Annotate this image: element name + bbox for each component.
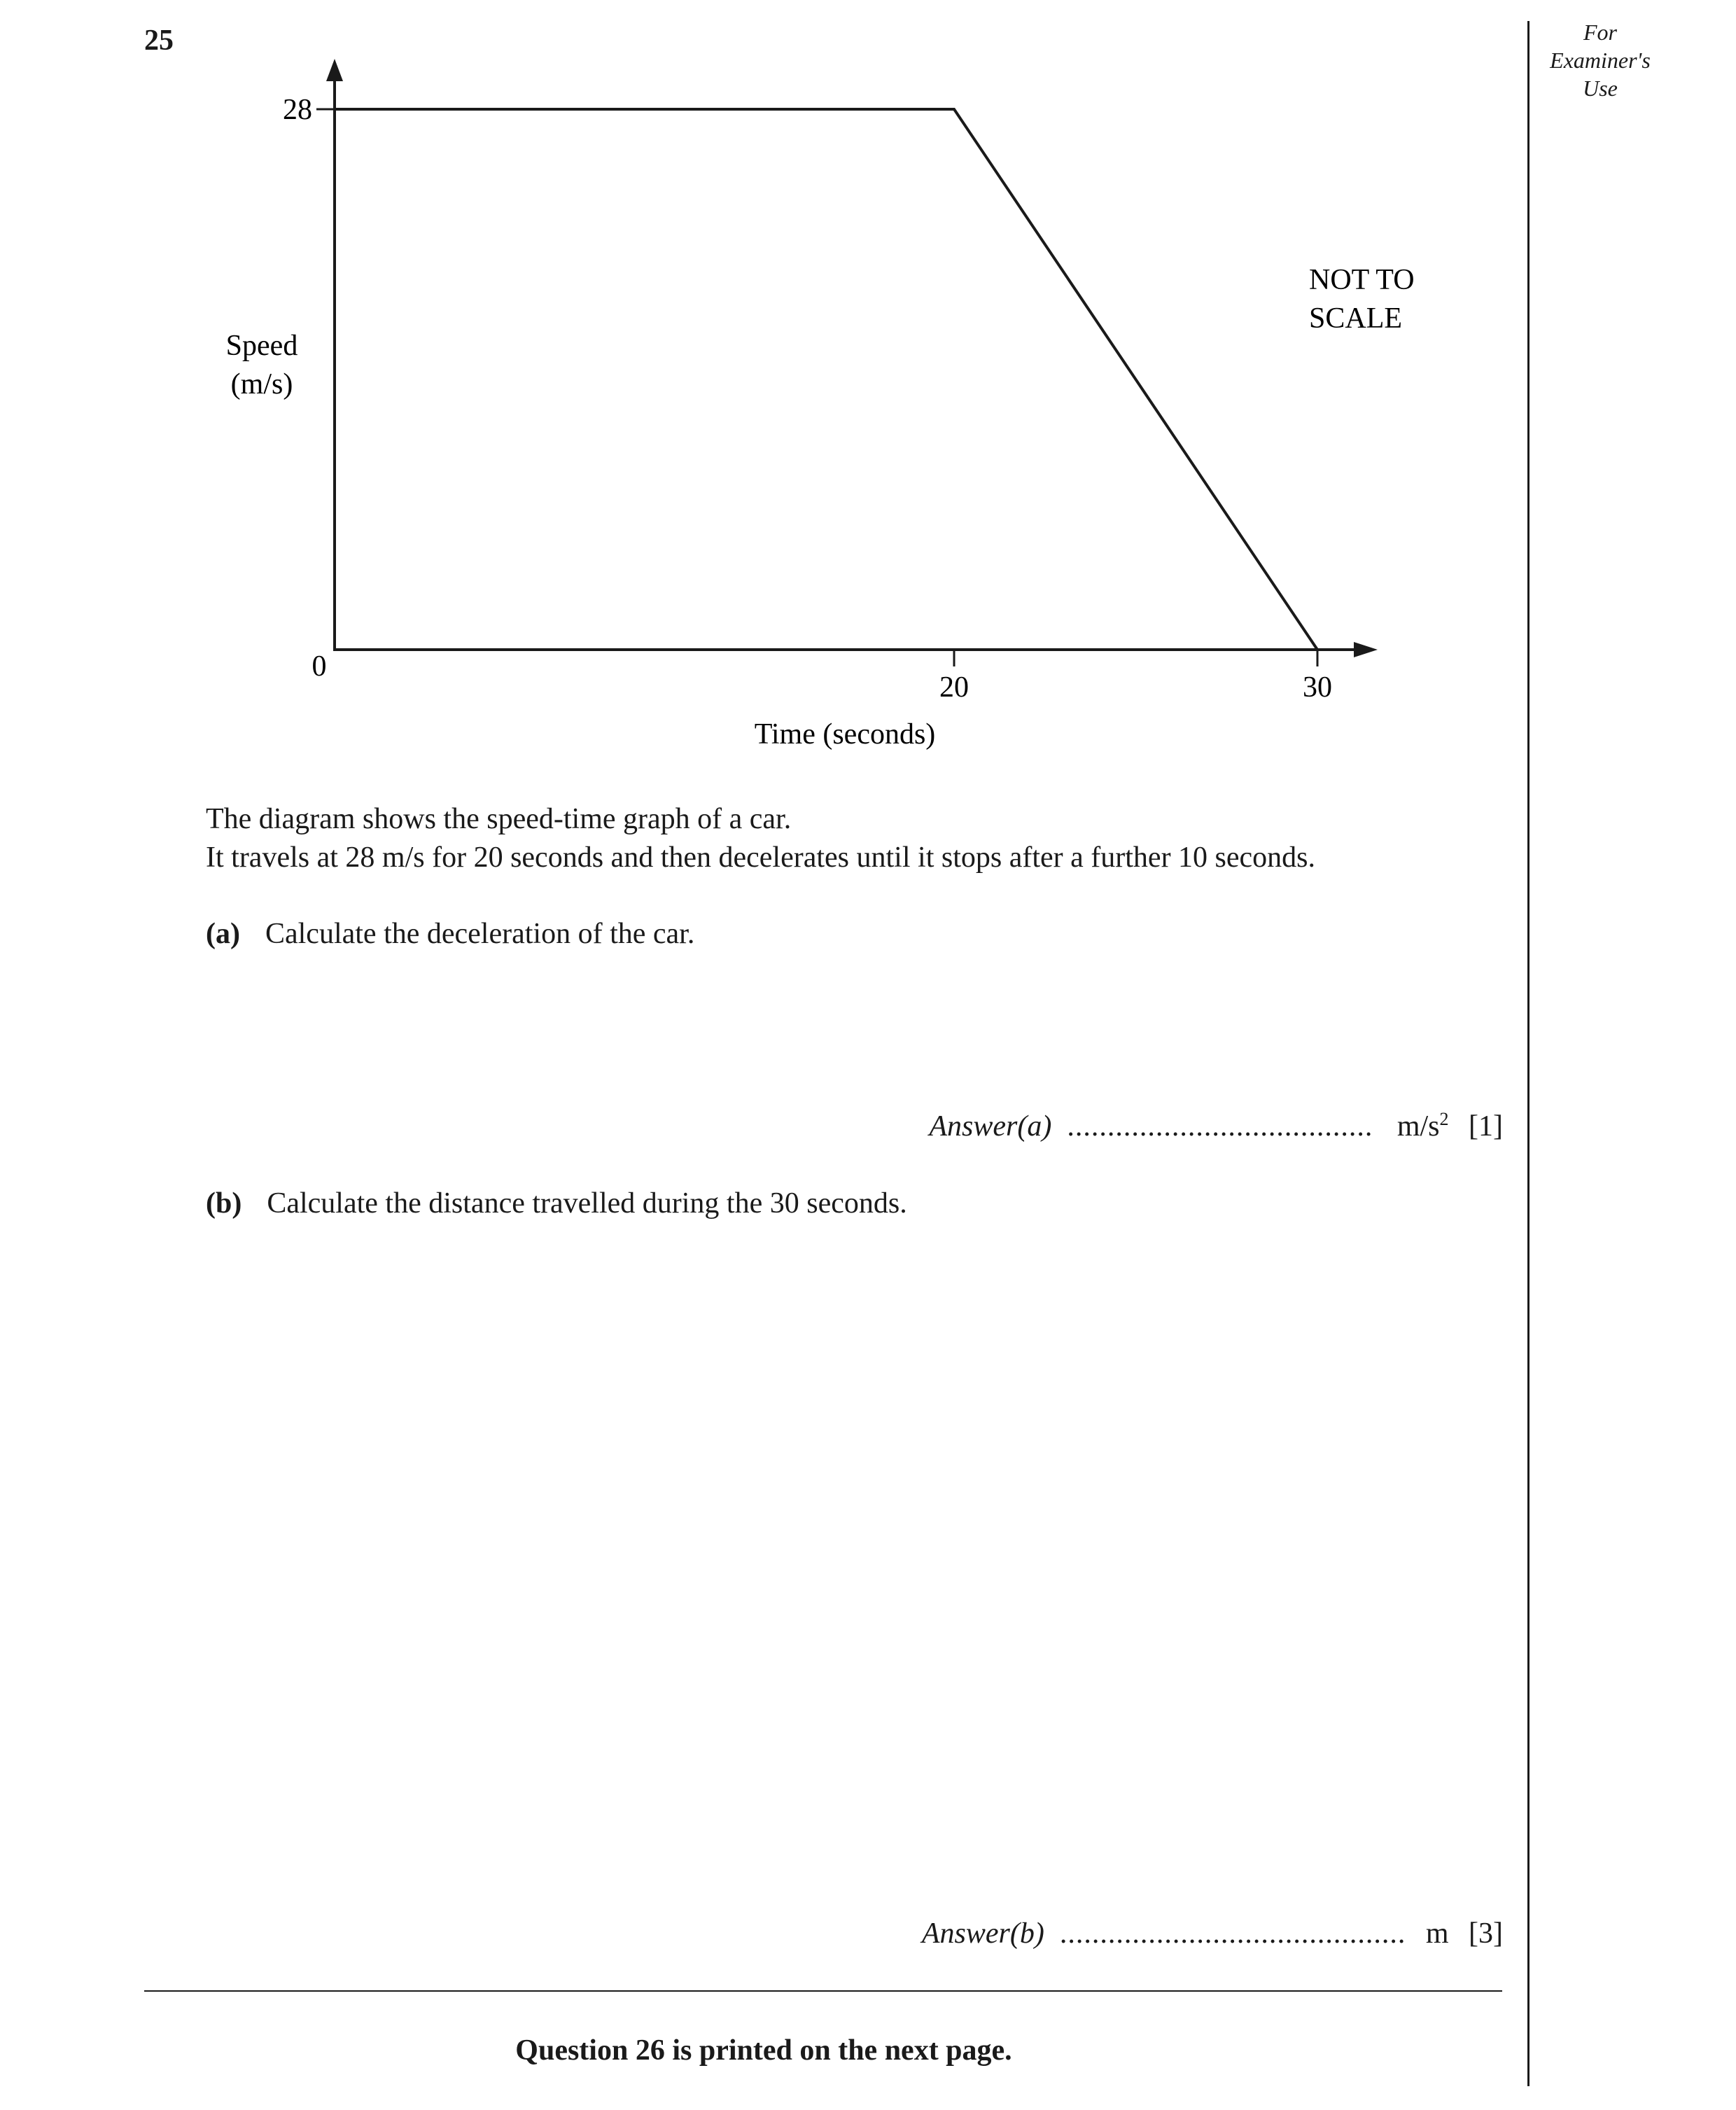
answer-b-line [922,1917,1503,1950]
part-b-question: Calculate the distance travelled during the 30 seconds. [267,1187,907,1220]
answer-b-field[interactable]: ........................................... [1059,1917,1406,1950]
speed-series-line [335,109,1317,650]
x-tick-label-20: 20 [939,671,969,704]
part-b [206,1187,907,1220]
part-a-label: (a) [206,918,240,950]
answer-a-field[interactable]: ...................................... [1067,1110,1373,1143]
intro-line-2: It travels at 28 m/s for 20 seconds and then decelerates until it stops after a further 10 seconds. [206,841,1316,874]
footer-rule [144,1990,1502,1992]
x-axis-arrowhead [1354,642,1378,657]
origin-label: 0 [312,650,327,683]
examiner-margin-line [1527,21,1530,2086]
y-tick-label-28: 28 [283,94,312,126]
answer-a-line [929,1109,1503,1143]
answer-b-label: Answer(b) [921,1917,1044,1950]
part-a-question: Calculate the deceleration of the car. [265,918,695,950]
part-b-label: (b) [206,1187,242,1220]
x-axis-title: Time (seconds) [754,718,936,750]
answer-b-unit: m [1425,1917,1449,1950]
footer-note: Question 26 is printed on the next page. [515,2034,1012,2067]
examiner-line-1: For [1583,20,1617,45]
examiner-line-2: Examiner's [1550,48,1651,73]
answer-a-unit: $m/s^2$ [1396,1109,1449,1143]
y-axis-title-speed: Speed [225,330,298,362]
answer-a-label: Answer(a) [929,1110,1052,1143]
question-number: 25 [144,25,174,57]
y-axis-title-unit: (m/s) [230,368,293,400]
intro-line-1: The diagram shows the speed-time graph of a car. [206,803,792,835]
speed-time-graph [0,0,1527,770]
not-to-scale-line-2: SCALE [1309,302,1403,335]
answer-a-marks: [1] [1469,1110,1503,1143]
part-a [206,917,694,951]
answer-b-marks: [3] [1469,1917,1503,1950]
examiner-use-box [1537,18,1663,102]
not-to-scale-line-1: NOT TO [1309,264,1415,296]
x-tick-label-30: 30 [1303,671,1332,704]
y-axis-arrowhead [326,59,343,81]
examiner-line-3: Use [1583,76,1618,101]
